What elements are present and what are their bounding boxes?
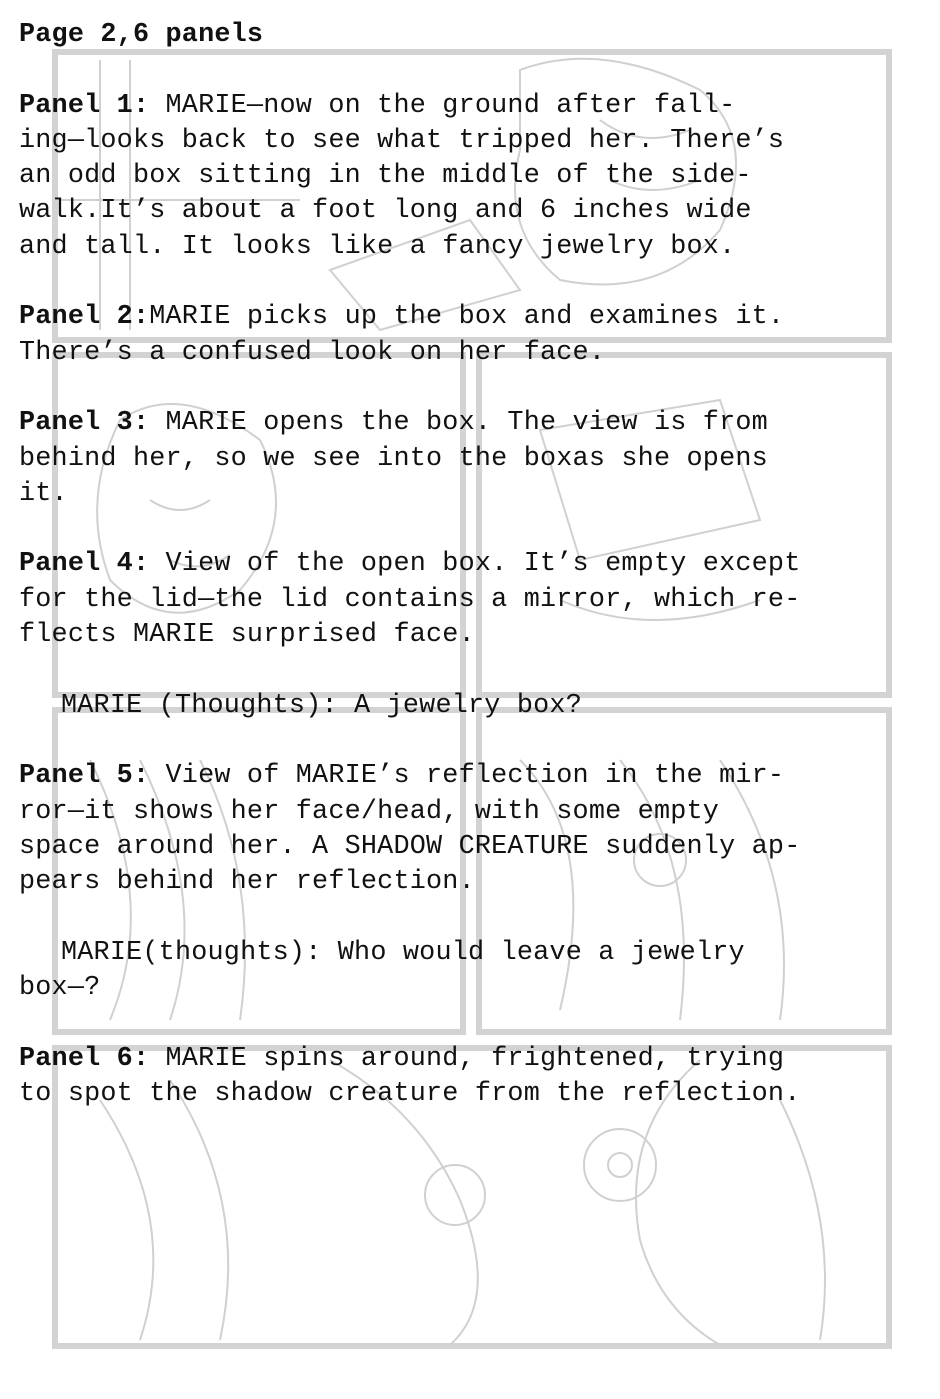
panel-5-dialogue-line-2: box—?: [19, 973, 101, 1004]
spacer: [19, 900, 924, 935]
panel-5-line-2: ror—it shows her face/head, with some empty: [19, 796, 720, 827]
spacer: [19, 1006, 924, 1041]
panel-1-line-5: and tall. It looks like a fancy jewelry box.: [19, 231, 736, 262]
panel-3-line-3: it.: [19, 478, 68, 509]
panel-6-line-1: Panel 6: MARIE spins around, frightened, trying: [19, 1043, 785, 1074]
panel-1-label: Panel 1:: [19, 90, 150, 121]
spacer: [19, 371, 924, 406]
spacer: [19, 512, 924, 547]
panel-4-line-1: Panel 4: View of the open box. It’s empty except: [19, 549, 801, 580]
spacer: [19, 265, 924, 300]
spacer: [19, 653, 924, 688]
script-page: [19, 18, 924, 1112]
spacer: [19, 724, 924, 759]
panel-5-label: Panel 5:: [19, 761, 150, 792]
panel-6-line-2: to spot the shadow creature from the reflection.: [19, 1078, 801, 1109]
panel-2-line-2: There’s a confused look on her face.: [19, 337, 606, 368]
panel-5-line-3: space around her. A SHADOW CREATURE suddenly ap-: [19, 831, 801, 862]
panel-4-line-3: flects MARIE surprised face.: [19, 620, 475, 651]
page-header: Page 2,6 panels: [19, 20, 264, 50]
panel-1-line-2: ing—looks back to see what tripped her. There’s: [19, 125, 785, 156]
panel-5-line-4: pears behind her reflection.: [19, 867, 475, 898]
panel-5-dialogue-line-1: MARIE(thoughts): Who would leave a jewelry: [61, 937, 745, 968]
panel-4-line-2: for the lid—the lid contains a mirror, which re-: [19, 584, 801, 615]
panel-1-line-4: walk.It’s about a foot long and 6 inches wide: [19, 196, 752, 227]
panel-6-label: Panel 6:: [19, 1043, 150, 1074]
panel-4-label: Panel 4:: [19, 549, 150, 580]
spacer: [19, 53, 924, 88]
panel-1-line-1: Panel 1: MARIE—now on the ground after fall-: [19, 90, 736, 121]
panel-2-line-1: Panel 2:MARIE picks up the box and examines it.: [19, 302, 785, 333]
panel-3-line-2: behind her, so we see into the boxas she opens: [19, 443, 768, 474]
panel-2-label: Panel 2:: [19, 302, 150, 333]
panel-3-line-1: Panel 3: MARIE opens the box. The view is from: [19, 408, 768, 439]
panel-1-line-3: an odd box sitting in the middle of the side-: [19, 161, 752, 192]
panel-4-dialogue: MARIE (Thoughts): A jewelry box?: [61, 690, 582, 721]
panel-5-line-1: Panel 5: View of MARIE’s reflection in the mir-: [19, 761, 785, 792]
panel-3-label: Panel 3:: [19, 408, 150, 439]
